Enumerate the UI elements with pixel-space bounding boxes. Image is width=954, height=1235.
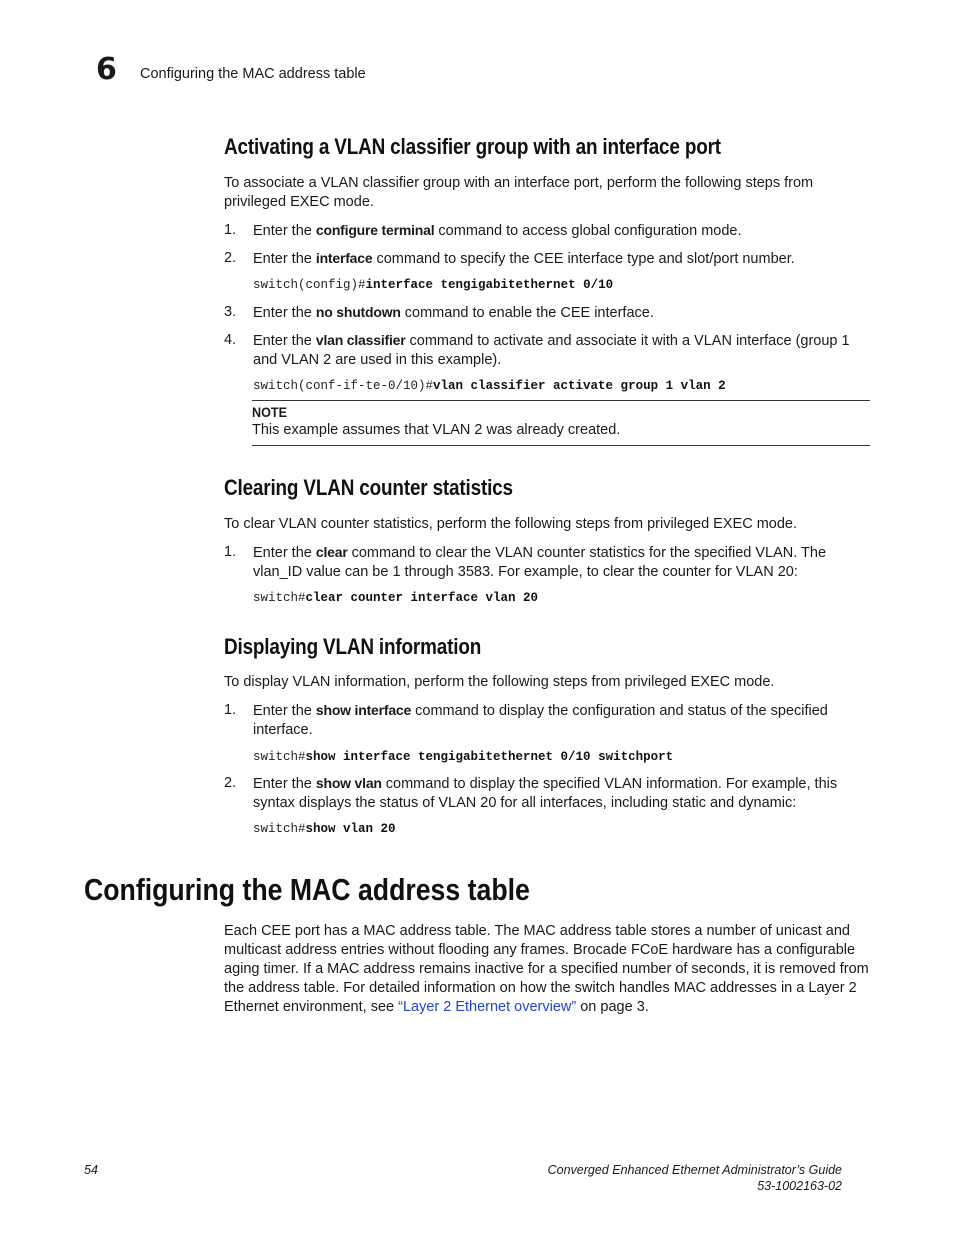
code-example: switch#show vlan 20 xyxy=(253,822,396,836)
step-number: 1. xyxy=(224,544,237,560)
chapter-number: 6 xyxy=(96,52,117,87)
command-name: show interface xyxy=(315,702,412,718)
step-text: Enter the configure terminal command to access global configuration mode. xyxy=(253,222,742,239)
command-name: interface xyxy=(315,250,373,266)
step-number: 1. xyxy=(224,222,237,238)
note-bottom-rule xyxy=(252,445,870,446)
step-number: 3. xyxy=(224,304,237,320)
note-body: This example assumes that VLAN 2 was already created. xyxy=(252,422,621,438)
page-number: 54 xyxy=(84,1163,98,1177)
body-paragraph: Each CEE port has a MAC address table. The MAC address table stores a number of unicast and multicast address entries without flooding any frames. Brocade FCoE hardware has a configurable aging timer. If a MAC address remains inactive for a specified number of seconds, it is removed from the address table. For detailed information on how the switch handles MAC addresses in a Layer 2 Ethernet environment, see “Layer 2 Ethernet overview” on page 3. xyxy=(224,923,869,1015)
command-name: vlan classifier xyxy=(315,332,406,348)
note-heading: NOTE xyxy=(252,404,288,420)
code-example: switch(config)#interface tengigabitethernet 0/10 xyxy=(253,278,614,292)
step-number: 2. xyxy=(224,250,237,266)
step-text: Enter the show interface command to display the configuration and status of the specified interface. xyxy=(253,702,828,738)
step-number: 1. xyxy=(224,702,237,718)
major-heading-mac-table: Configuring the MAC address table xyxy=(84,872,530,907)
doc-number: 53-1002163-02 xyxy=(757,1179,842,1193)
intro-paragraph: To display VLAN information, perform the following steps from privileged EXEC mode. xyxy=(224,674,775,690)
command-name: clear xyxy=(315,544,348,560)
step-text: Enter the interface command to specify the CEE interface type and slot/port number. xyxy=(253,250,795,267)
chapter-title: Configuring the MAC address table xyxy=(140,66,366,82)
step-text: Enter the show vlan command to display the specified VLAN information. For example, this syntax displays the status of VLAN 20 for all interfaces, including static and dynamic: xyxy=(253,775,838,811)
section-heading-clear-counters: Clearing VLAN counter statistics xyxy=(224,475,513,500)
section-heading-display-vlan: Displaying VLAN information xyxy=(224,634,482,659)
note-top-rule xyxy=(252,400,870,401)
step-text: Enter the no shutdown command to enable the CEE interface. xyxy=(253,304,654,321)
intro-paragraph: To associate a VLAN classifier group with an interface port, perform the following steps from privileged EXEC mode. xyxy=(224,175,814,210)
section-heading-vlan-classifier: Activating a VLAN classifier group with an interface port xyxy=(224,134,721,159)
command-name: no shutdown xyxy=(315,304,401,320)
code-example: switch(conf-if-te-0/10)#vlan classifier activate group 1 vlan 2 xyxy=(253,379,726,393)
command-name: configure terminal xyxy=(315,222,435,238)
command-name: show vlan xyxy=(315,775,382,791)
intro-paragraph: To clear VLAN counter statistics, perform the following steps from privileged EXEC mode. xyxy=(224,516,797,532)
step-number: 4. xyxy=(224,332,237,348)
step-text: Enter the vlan classifier command to activate and associate it with a VLAN interface (group 1 and VLAN 2 are used in this example). xyxy=(253,332,850,368)
doc-title: Converged Enhanced Ethernet Administrator’s Guide xyxy=(547,1163,842,1177)
cross-reference-link[interactable]: “Layer 2 Ethernet overview” xyxy=(398,999,577,1015)
code-example: switch#clear counter interface vlan 20 xyxy=(253,591,539,605)
step-number: 2. xyxy=(224,775,237,791)
step-text: Enter the clear command to clear the VLAN counter statistics for the specified VLAN. The vlan_ID value can be 1 through 3583. For example, to clear the counter for VLAN 20: xyxy=(253,544,827,580)
code-example: switch#show interface tengigabitethernet 0/10 switchport xyxy=(253,750,674,764)
